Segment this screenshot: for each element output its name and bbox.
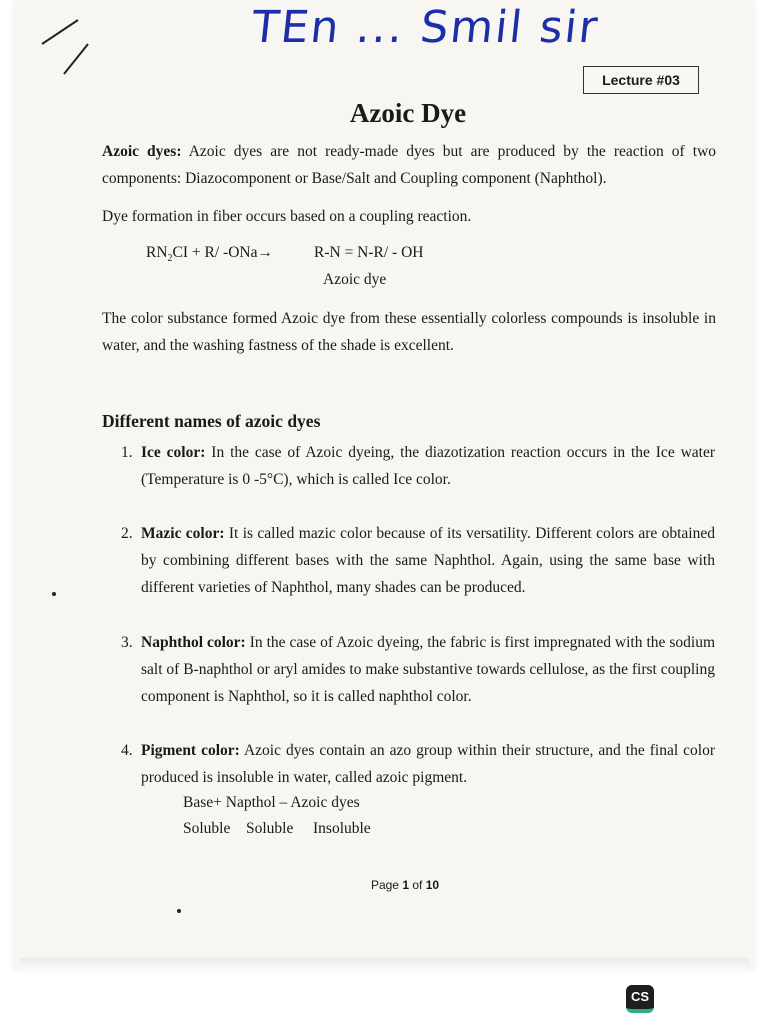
pen-stroke-icon [38, 18, 98, 78]
page-edge-shadow [20, 958, 750, 976]
intro-paragraph [102, 138, 716, 192]
page-title: Azoic Dye [349, 98, 467, 128]
lecture-label: Lecture #03 [583, 66, 699, 94]
equation-left: $RN_2CI + R/$ -ONa→ [146, 244, 273, 265]
intro-text: Azoic dyes are not ready-made dyes but are produced by the reaction of two components: Diazocomponent or Base/Salt and Coupling component (Naphthol). [102, 143, 717, 187]
pigment-formula: Base+ Napthol – Azoic dyes [183, 794, 360, 811]
solubility-dye: Insoluble [313, 820, 371, 837]
names-heading: Different names of azoic dyes [102, 411, 321, 431]
solubility-base: Soluble [183, 820, 231, 837]
arrow-icon: → [257, 244, 273, 261]
solubility-naphthol: Soluble [246, 820, 294, 837]
equation-right: R-N = N-R/ - OH [314, 244, 424, 261]
list-item: 3. Naphthol color: In the case of Azoic dyeing, the fabric is first impregnated with the sodium salt of B-naphthol or aryl amides to make substantive towards cellulose, as the first coupling component is Naphthol, so it is called naphthol color. [121, 634, 716, 705]
handwritten-note: TEn ... Smil sir [249, 2, 602, 53]
list-item: 2. Mazic color: It is called mazic color because of its versatility. Different colors are obtained by combining different bases with the same Naphthol. Again, using the same base with different varieties of Naphthol, many shades can be produced. [121, 525, 715, 596]
color-substance-paragraph: The color substance formed Azoic dye from these essentially colorless compounds is insoluble in water, and the washing fastness of the shade is excellent. [102, 310, 716, 354]
page-number: Page 1 of 10 [370, 878, 440, 892]
scan-speck [52, 592, 56, 596]
intro-term: Azoic dyes: [102, 143, 182, 160]
scanner-logo-icon: CS [626, 985, 654, 1013]
list-item: 1. Ice color: In the case of Azoic dyeing, the diazotization reaction occurs in the Ice water (Temperature is 0 -5°C), which is called Ice color. [121, 444, 715, 488]
scan-speck [177, 909, 181, 913]
equation-caption: Azoic dye [323, 271, 387, 288]
list-item: 4. Pigment color: Azoic dyes contain an azo group within their structure, and the final color produced is insoluble in water, called azoic pigment. [121, 742, 715, 786]
formation-paragraph: Dye formation in fiber occurs based on a coupling reaction. [102, 208, 472, 225]
